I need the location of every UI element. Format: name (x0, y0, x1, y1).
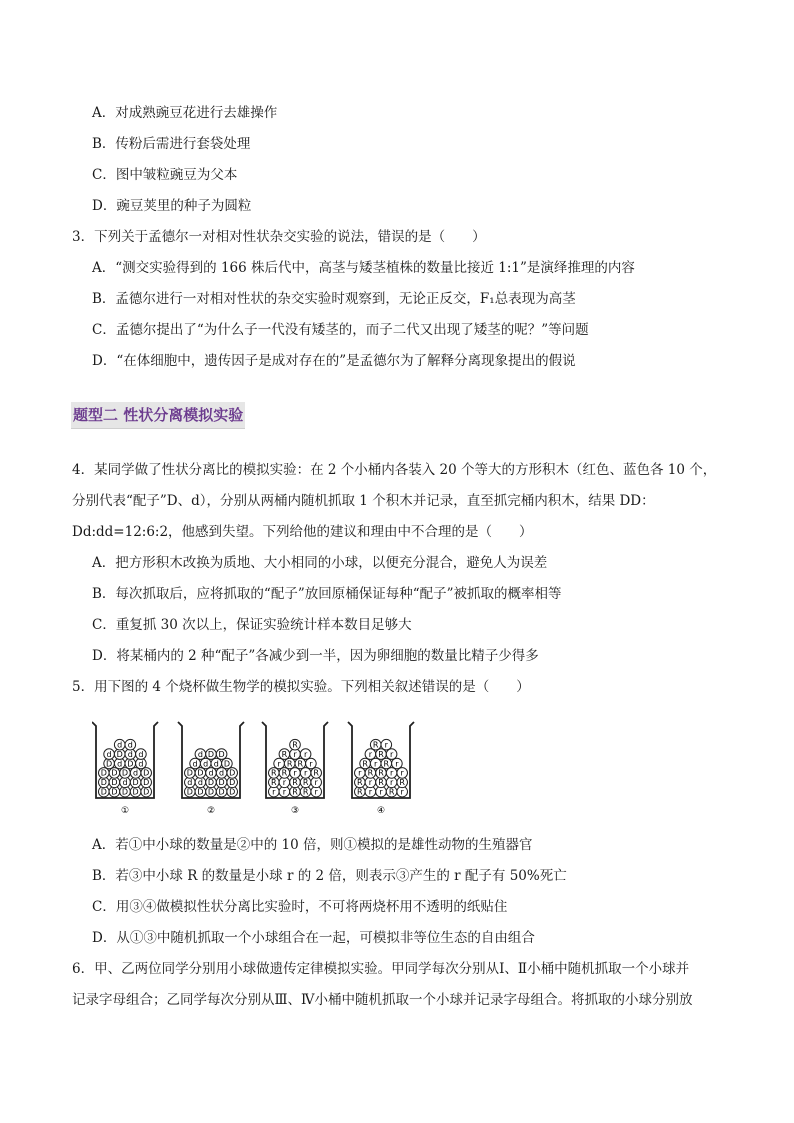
ball-letter: d (197, 749, 203, 759)
ball-letter: R (271, 768, 277, 778)
q2-option-c: C．图中皱粒豌豆为父本 (92, 167, 238, 183)
q2-option-a: A．对成熟豌豆花进行去雄操作 (92, 105, 278, 121)
ball-letter: D (143, 768, 150, 778)
ball-letter: d (117, 740, 123, 750)
ball-letter: r (303, 768, 308, 778)
ball-letter: R (388, 787, 395, 797)
ball-letter: D (127, 759, 134, 769)
ball-letter: r (374, 759, 378, 769)
ball-letter: D (143, 778, 150, 788)
q2-option-b: B．传粉后需进行套袋处理 (92, 136, 251, 152)
q5-option-c: C．用③④做模拟性状分离比实验时，不可将两烧杯用不透明的纸贴住 (92, 899, 508, 915)
q5-option-b: B．若③中小球 R 的数量是小球 r 的 2 倍，则表示③产生的 r 配子有 50%死亡 (92, 868, 567, 884)
ball-letter: r (293, 749, 297, 759)
ball-letter: d (192, 759, 198, 769)
ball-letter: D (229, 787, 236, 797)
ball-letter: d (138, 749, 144, 759)
ball-letter: D (229, 778, 236, 788)
ball-letter: D (218, 749, 225, 759)
ball-letter: r (384, 740, 388, 750)
ball-letter: D (218, 787, 225, 797)
ball-letter: d (219, 768, 225, 778)
ball-letter: R (281, 768, 288, 778)
ball-letter: R (357, 787, 363, 797)
ball-letter: R (292, 787, 298, 797)
beaker-label: ① (120, 806, 130, 816)
ball-letter: D (229, 768, 236, 778)
ball-letter: d (106, 749, 112, 759)
ball-letter: D (100, 768, 107, 778)
ball-letter: r (272, 787, 276, 797)
ball-letter: r (277, 759, 281, 769)
ball-letter: r (368, 787, 373, 797)
beaker-label: ③ (290, 806, 300, 816)
ball-letter: D (106, 759, 113, 769)
ball-letter: R (378, 749, 384, 759)
ball-letter: D (111, 778, 118, 788)
ball-letter: r (389, 768, 394, 778)
q4-option-a: A．把方形积木改换为质地、大小相同的小球，以便充分混合，避免人为误差 (92, 555, 548, 571)
ball-letter: d (122, 778, 128, 788)
q5-option-a: A．若①中小球的数量是②中的 10 倍，则①模拟的是雄性动物的生殖器官 (92, 837, 533, 853)
ball-letter: D (121, 787, 129, 797)
section-heading: 题型二 性状分离模拟实验 (71, 402, 245, 429)
q2-option-d: D．豌豆荚里的种子为圆粒 (92, 198, 252, 214)
q3-option-b: B．孟德尔进行一对相对性状的杂交实验时观察到，无论正反交，F₁总表现为高茎 (92, 291, 576, 307)
ball-letter: R (378, 778, 384, 788)
ball-letter: R (297, 759, 304, 769)
ball-letter: R (271, 778, 277, 788)
ball-letter: D (100, 787, 107, 797)
ball-letter: D (197, 787, 204, 797)
ball-letter: R (292, 778, 298, 788)
ball-letter: r (293, 768, 297, 778)
ball-letter: r (389, 778, 394, 788)
q4-stem-line3: Dd:dd=12:6:2，他感到失望。下列给他的建议和理由中不合理的是（ ） (72, 524, 533, 540)
ball-letter: r (379, 787, 383, 797)
ball-letter: D (186, 768, 193, 778)
ball-letter: R (292, 740, 298, 750)
q6-line2: 记录字母组合；乙同学每次分别从Ⅲ、Ⅳ小桶中随机抓取一个小球并记录字母组合。将抓取的小球分别放 (72, 992, 693, 1008)
q6-line1: 6．甲、乙两位同学分别用小球做遗传定律模拟实验。甲同学每次分别从Ⅰ、Ⅱ小桶中随机抓取一个小球并 (72, 961, 690, 977)
ball-letter: r (314, 778, 318, 788)
ball-letter: r (309, 759, 313, 769)
ball-letter: r (368, 778, 373, 788)
ball-letter: d (133, 768, 139, 778)
ball-letter: D (197, 768, 204, 778)
q4-option-d: D．将某桶内的 2 种“配子”各减少到一半，因为卵细胞的数量比精子少得多 (92, 648, 539, 664)
q3-stem: 3．下列关于孟德尔一对相对性状杂交实验的说法，错误的是（ ） (72, 229, 486, 245)
beaker-label: ② (206, 806, 216, 816)
q3-option-a: A．“测交实验得到的 166 株后代中，高茎与矮茎植株的数量比接近 1:1”是演绎推理的内容 (92, 260, 635, 276)
ball-letter: R (367, 768, 374, 778)
ball-letter: d (138, 759, 144, 769)
ball-letter: R (372, 740, 379, 750)
ball-letter: r (358, 768, 362, 778)
ball-letter: D (207, 787, 215, 797)
q5-stem: 5．用下图的 4 个烧杯做生物学的模拟实验。下列相关叙述错误的是（ ） (72, 679, 530, 695)
q4-option-c: C．重复抓 30 次以上，保证实验统计样本数目足够大 (92, 617, 412, 633)
ball-letter: r (303, 749, 308, 759)
ball-letter: D (111, 768, 118, 778)
ball-letter: r (282, 778, 287, 788)
ball-letter: r (395, 759, 399, 769)
ball-letter: D (207, 778, 215, 788)
ball-letter: D (132, 778, 139, 788)
beakers-figure (92, 716, 432, 820)
ball-letter: D (132, 787, 139, 797)
ball-letter: d (203, 759, 209, 769)
ball-letter: d (127, 740, 133, 750)
ball-letter: d (117, 759, 123, 769)
ball-letter: D (116, 749, 123, 759)
ball-letter: R (399, 778, 405, 788)
q4-stem-line1: 4．某同学做了性状分离比的模拟实验：在 2 个小桶内各装入 20 个等大的方形积木（红色、蓝色各 10 个， (72, 462, 717, 478)
ball-letter: D (223, 759, 230, 769)
ball-letter: R (357, 778, 363, 788)
q4-stem-line2: 分别代表“配子”D、d），分别从两桶内随机抓取 1 个积木并记录，直至抓完桶内积木，结果 DD： (72, 493, 655, 509)
ball-letter: d (213, 759, 219, 769)
ball-letter: R (362, 759, 368, 769)
ball-letter: D (186, 787, 193, 797)
ball-letter: d (197, 778, 203, 788)
ball-letter: R (286, 759, 293, 769)
q4-option-b: B．每次抓取后，应将抓取的“配子”放回原桶保证每种“配子”被抓取的概率相等 (92, 586, 562, 602)
ball-letter: D (218, 778, 225, 788)
ball-letter: r (314, 787, 318, 797)
ball-letter: R (378, 768, 384, 778)
ball-letter: r (389, 749, 394, 759)
beaker-label: ④ (376, 806, 386, 816)
q3-option-d: D．“在体细胞中，遗传因子是成对存在的”是孟德尔为了解释分离现象提出的假说 (92, 353, 576, 369)
ball-letter: r (400, 787, 404, 797)
ball-letter: R (302, 787, 309, 797)
q3-option-c: C．孟德尔提出了“为什么子一代没有矮茎的，而子二代又出现了矮茎的呢？”等问题 (92, 322, 589, 338)
ball-letter: D (143, 787, 150, 797)
ball-letter: r (282, 787, 287, 797)
ball-letter: R (313, 768, 319, 778)
q5-option-d: D．从①③中随机抓取一个小球组合在一起，可模拟非等位生态的自由组合 (92, 930, 535, 946)
ball-letter: r (400, 768, 404, 778)
ball-letter: D (207, 749, 215, 759)
ball-letter: R (383, 759, 390, 769)
ball-letter: R (302, 778, 309, 788)
ball-letter: R (281, 749, 288, 759)
ball-letter: r (368, 749, 373, 759)
ball-letter: D (111, 787, 118, 797)
ball-letter: d (208, 768, 214, 778)
ball-letter: D (100, 778, 107, 788)
ball-letter: d (187, 778, 193, 788)
ball-letter: D (121, 768, 129, 778)
ball-letter: d (127, 749, 133, 759)
